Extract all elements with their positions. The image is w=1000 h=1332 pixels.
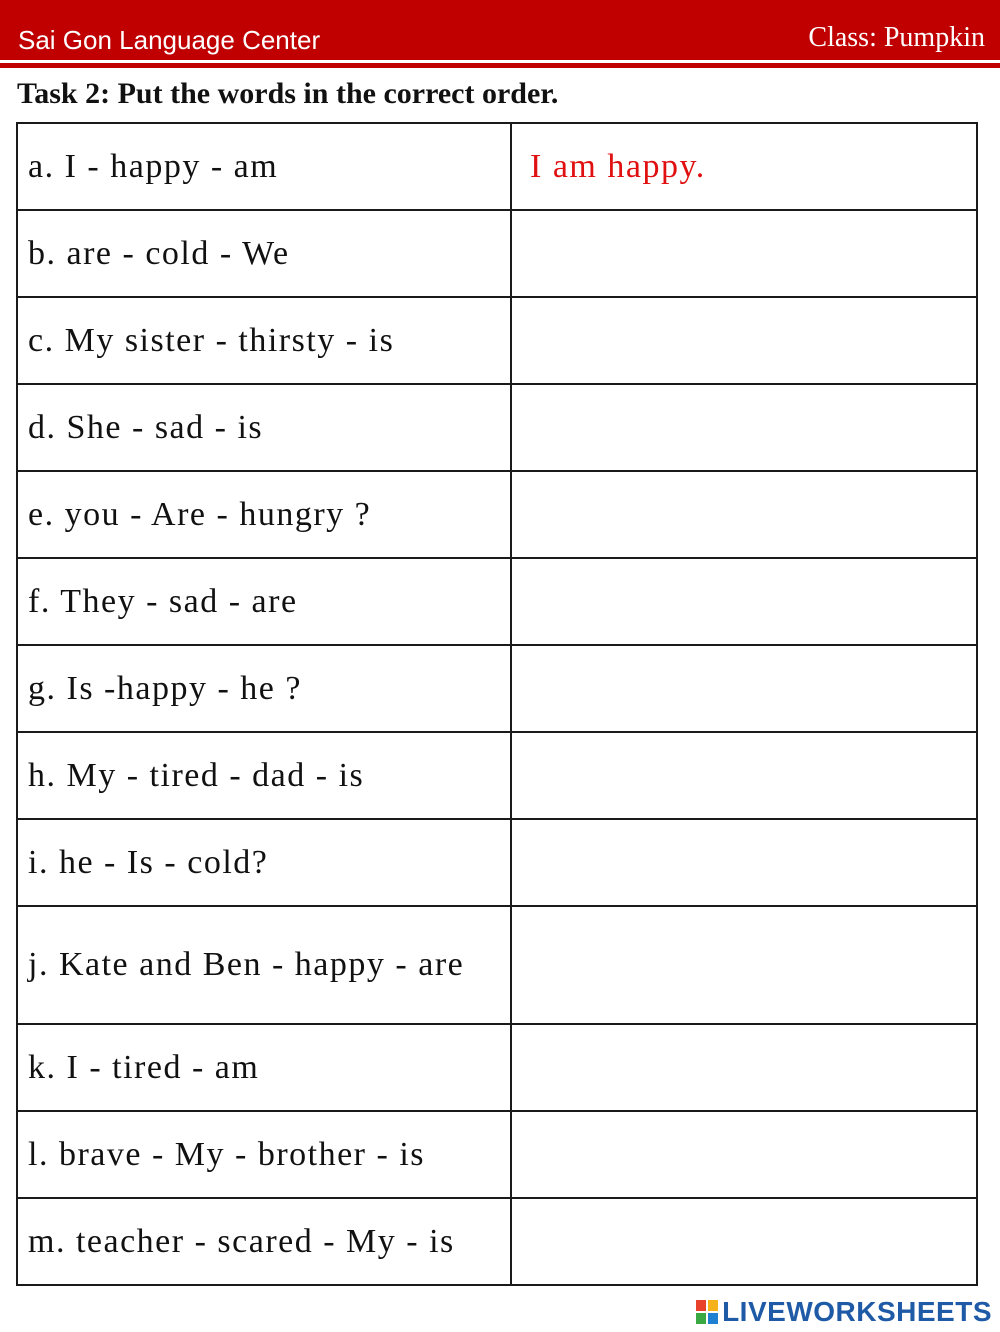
question-cell: b. are - cold - We: [17, 210, 511, 297]
table-row: [17, 906, 977, 1024]
answer-field[interactable]: [511, 1024, 977, 1111]
answer-field[interactable]: [511, 645, 977, 732]
question-cell: c. My sister - thirsty - is: [17, 297, 511, 384]
answer-field[interactable]: [511, 471, 977, 558]
table-row: [17, 210, 977, 297]
center-name: Sai Gon Language Center: [18, 25, 321, 55]
answer-field[interactable]: I am happy.: [511, 123, 977, 210]
answer-field[interactable]: [511, 906, 977, 1024]
answer-field[interactable]: [511, 558, 977, 645]
liveworksheets-logo-icon: [695, 1299, 719, 1325]
answer-field[interactable]: [511, 384, 977, 471]
worksheet-table: [16, 122, 978, 1286]
table-row: [17, 384, 977, 471]
answer-field[interactable]: [511, 732, 977, 819]
logo-text: LIVEWORKSHEETS: [722, 1296, 992, 1327]
answer-field[interactable]: [511, 210, 977, 297]
question-cell: l. brave - My - brother - is: [17, 1111, 511, 1198]
question-cell: j. Kate and Ben - happy - are: [17, 906, 511, 1024]
class-label: Class: Pumpkin: [808, 22, 985, 53]
question-cell: d. She - sad - is: [17, 384, 511, 471]
question-cell: i. he - Is - cold?: [17, 819, 511, 906]
liveworksheets-logo: [695, 1292, 992, 1332]
table-row: [17, 645, 977, 732]
table-row: [17, 1111, 977, 1198]
question-cell: g. Is -happy - he ?: [17, 645, 511, 732]
table-row: [17, 732, 977, 819]
table-row: [17, 123, 977, 210]
answer-field[interactable]: [511, 297, 977, 384]
question-cell: a. I - happy - am: [17, 123, 511, 210]
question-cell: m. teacher - scared - My - is: [17, 1198, 511, 1285]
table-row: [17, 1024, 977, 1111]
table-row: [17, 1198, 977, 1285]
question-cell: k. I - tired - am: [17, 1024, 511, 1111]
answer-field[interactable]: [511, 1198, 977, 1285]
table-row: [17, 558, 977, 645]
question-cell: e. you - Are - hungry ?: [17, 471, 511, 558]
task-title: Task 2: Put the words in the correct order.: [17, 77, 559, 110]
question-cell: h. My - tired - dad - is: [17, 732, 511, 819]
answer-field[interactable]: [511, 1111, 977, 1198]
table-row: [17, 471, 977, 558]
question-cell: f. They - sad - are: [17, 558, 511, 645]
table-row: [17, 297, 977, 384]
header-divider: [0, 63, 1000, 68]
answer-field[interactable]: [511, 819, 977, 906]
table-row: [17, 819, 977, 906]
